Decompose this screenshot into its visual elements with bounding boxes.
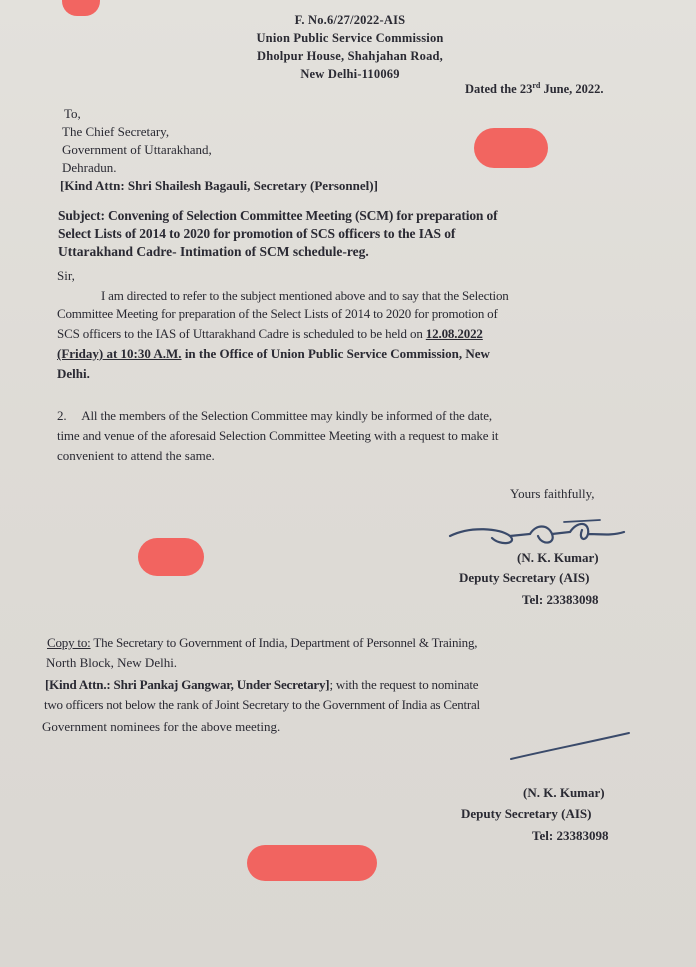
copy-to-line-5: Government nominees for the above meeting. — [42, 719, 281, 734]
organization-name: Union Public Service Commission — [256, 31, 444, 45]
copy-request: ; with the request to nominate — [329, 677, 479, 692]
addressee-line-3: Dehradun. — [62, 160, 117, 175]
closing-yours-faithfully: Yours faithfully, — [510, 486, 595, 501]
addressee-attention: [Kind Attn: Shri Shailesh Bagauli, Secretary (Personnel)] — [60, 178, 378, 193]
redaction-mark-middle — [138, 538, 204, 576]
file-number: F. No.6/27/2022-AIS — [294, 13, 406, 27]
copy-to-label: Copy to: — [47, 635, 91, 650]
para1-line-3 — [57, 326, 483, 342]
signatory-designation-2: Deputy Secretary (AIS) — [461, 806, 592, 821]
date-prefix: Dated the 23 — [465, 82, 533, 97]
copy-to-line-1 — [47, 635, 477, 651]
subject-line-1: Subject: Convening of Selection Committee Meeting (SCM) for preparation of — [58, 208, 498, 223]
meeting-venue: in the Office of Union Public Service Commission, New — [181, 346, 490, 361]
redaction-mark-bottom — [247, 845, 377, 881]
subject-line-2: Select Lists of 2014 to 2020 for promotion of SCS officers to the IAS of — [58, 226, 456, 241]
copy-to-line-3 — [45, 677, 478, 693]
para1-line-5: Delhi. — [57, 366, 90, 381]
signatory-name-2: (N. K. Kumar) — [523, 785, 605, 800]
para1-line-4 — [57, 346, 490, 362]
letter-date — [465, 81, 604, 97]
address-line-1: Dholpur House, Shahjahan Road, — [256, 49, 444, 63]
signatory-designation-1: Deputy Secretary (AIS) — [459, 570, 590, 585]
addressee-line-2: Government of Uttarakhand, — [62, 142, 212, 157]
addressee-line-1: The Chief Secretary, — [62, 124, 170, 139]
redaction-mark-address — [474, 128, 548, 168]
date-superscript: rd — [532, 81, 541, 90]
signatory-tel-1: Tel: 23383098 — [522, 592, 599, 607]
date-suffix: June, 2022. — [540, 82, 604, 97]
subject-line-3: Uttarakhand Cadre- Intimation of SCM schedule-reg. — [58, 244, 369, 259]
copy-to-line-4: two officers not below the rank of Joint Secretary to the Government of India as Central — [44, 697, 480, 712]
para1-line-1: I am directed to refer to the subject mentioned above and to say that the Selection — [101, 288, 509, 303]
para2-line-3: convenient to attend the same. — [57, 448, 215, 463]
copy-to-recipient: The Secretary to Government of India, Department of Personnel & Training, — [90, 635, 478, 650]
para1-line-3-text: SCS officers to the IAS of Uttarakhand Cadre is scheduled to be held on — [57, 326, 426, 341]
signature-scribble-2 — [505, 725, 635, 765]
meeting-date: 12.08.2022 — [425, 326, 483, 341]
redaction-mark-top — [62, 0, 100, 16]
para1-line-2: Committee Meeting for preparation of the Select Lists of 2014 to 2020 for promotion of — [57, 306, 498, 321]
copy-attention: [Kind Attn.: Shri Pankaj Gangwar, Under Secretary] — [45, 677, 330, 692]
to-label: To, — [64, 106, 81, 121]
salutation: Sir, — [57, 268, 75, 283]
signatory-tel-2: Tel: 23383098 — [532, 828, 609, 843]
para2-line-2: time and venue of the aforesaid Selection Committee Meeting with a request to make it — [57, 428, 499, 443]
meeting-day-time: (Friday) at 10:30 A.M. — [57, 346, 182, 361]
para2-line-1: 2. All the members of the Selection Committee may kindly be informed of the date, — [57, 408, 492, 423]
copy-to-line-2: North Block, New Delhi. — [46, 655, 178, 670]
address-line-2: New Delhi-110069 — [300, 67, 400, 81]
signatory-name-1: (N. K. Kumar) — [517, 550, 599, 565]
